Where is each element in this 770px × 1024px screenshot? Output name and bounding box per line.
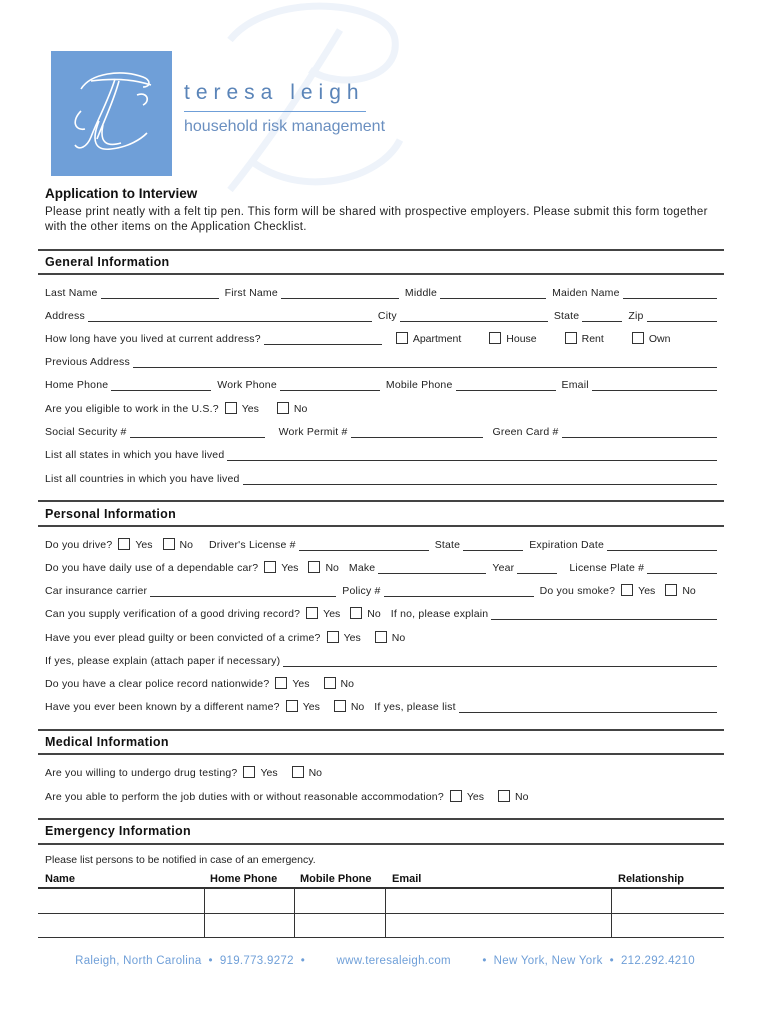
maiden-name-field[interactable] [623,288,717,299]
eligible-no-label: No [293,403,308,415]
house-checkbox[interactable] [489,332,501,344]
crime-no-checkbox[interactable] [375,631,387,643]
section-title-medical: Medical Information [45,735,169,749]
section-divider [38,525,724,527]
emergency-contacts-table [38,873,724,939]
previous-address-field[interactable] [133,357,717,368]
first-name-field[interactable] [281,288,399,299]
city-label: City [377,310,397,322]
city-field[interactable] [400,311,548,322]
different-name-row [45,699,717,713]
drug-yes-label: Yes [260,767,278,779]
first-name-label: First Name [224,287,278,299]
job-duties-label: Are you able to perform the job duties with or without reasonable accommodation? [45,791,444,803]
address-row [45,308,717,322]
driving-record-label: Can you supply verification of a good driving record? [45,608,301,620]
car-no-label: No [325,562,339,574]
alias-yes-label: Yes [302,701,320,713]
countries-row [45,471,717,485]
explain-row [45,653,717,667]
drive-no-label: No [179,539,193,551]
smoke-no-checkbox[interactable] [665,584,677,596]
email-label: Email [561,379,589,391]
if-yes-explain-label: If yes, please explain (attach paper if necessary) [45,655,281,667]
address-field[interactable] [88,311,372,322]
license-state-field[interactable] [463,540,523,551]
smoke-label: Do you smoke? [539,585,616,597]
home-phone-field[interactable] [111,380,211,391]
column-divider [204,889,205,913]
how-long-label: How long have you lived at current address? [45,333,261,345]
if-yes-list-field[interactable] [459,702,717,713]
apartment-checkbox[interactable] [396,332,408,344]
drug-no-checkbox[interactable] [292,766,304,778]
own-checkbox[interactable] [632,332,644,344]
record-yes-label: Yes [323,608,341,620]
police-no-label: No [340,678,354,690]
year-label: Year [492,562,515,574]
eligibility-row [45,401,717,415]
column-header-name: Name [45,873,75,885]
form-instructions: Please print neatly with a felt tip pen. This form will be shared with prospective employers. Please submit this form together with the other items on the Application Checklist. [45,206,708,233]
drug-yes-checkbox[interactable] [243,766,255,778]
crime-yes-checkbox[interactable] [327,631,339,643]
license-plate-field[interactable] [647,563,717,574]
drive-no-checkbox[interactable] [163,538,175,550]
footer-contact: Raleigh, North Carolina • 919.773.9272 • www.teresaleigh.com • New York, New York • 212.292.4210 [75,955,695,967]
column-divider [294,889,295,913]
car-yes-label: Yes [281,562,299,574]
work-permit-label: Work Permit # [278,426,348,438]
zip-label: Zip [628,310,644,322]
alias-no-label: No [350,701,365,713]
zip-field[interactable] [647,311,717,322]
brand-divider [184,111,366,112]
police-no-checkbox[interactable] [324,677,336,689]
home-phone-label: Home Phone [45,379,109,391]
duties-yes-checkbox[interactable] [450,790,462,802]
police-record-label: Do you have a clear police record nationwide? [45,678,270,690]
duties-no-label: No [515,791,529,803]
rent-checkbox[interactable] [565,332,577,344]
logo-monogram [51,51,172,176]
table-row[interactable] [38,889,724,913]
id-numbers-row [45,424,717,438]
police-record-row [45,676,717,690]
eligible-yes-checkbox[interactable] [225,402,237,414]
column-header-relationship: Relationship [618,873,685,885]
apartment-label: Apartment [412,333,462,345]
last-name-field[interactable] [101,288,219,299]
green-card-field[interactable] [562,427,717,438]
section-divider [38,729,724,731]
table-row-rule [38,937,724,938]
insurance-row [45,583,717,597]
drivers-license-field[interactable] [299,540,429,551]
driving-record-row [45,606,717,620]
email-field[interactable] [592,380,717,391]
crime-no-label: No [391,632,406,644]
year-field[interactable] [517,563,557,574]
if-no-label: If no, please explain [390,608,489,620]
duties-yes-label: Yes [466,791,485,803]
column-divider [204,914,205,938]
record-yes-checkbox[interactable] [306,607,318,619]
emergency-instruction: Please list persons to be notified in case of an emergency. [45,854,316,866]
plead-guilty-label: Have you ever plead guilty or been convicted of a crime? [45,632,321,644]
drug-testing-row [45,765,717,779]
eligible-label: Are you eligible to work in the U.S.? [45,403,219,415]
policy-label: Policy # [342,585,381,597]
job-duties-row [45,789,717,803]
alias-yes-checkbox[interactable] [286,700,298,712]
countries-lived-field[interactable] [243,474,717,485]
state-label: State [553,310,580,322]
if-no-field[interactable] [491,609,717,620]
drug-testing-label: Are you willing to undergo drug testing? [45,767,238,779]
police-yes-label: Yes [292,678,310,690]
alias-no-checkbox[interactable] [334,700,346,712]
section-divider [38,843,724,845]
last-name-label: Last Name [45,287,98,299]
if-yes-explain-field[interactable] [283,656,717,667]
middle-field[interactable] [440,288,546,299]
crime-row [45,630,717,644]
states-row [45,447,717,461]
record-no-label: No [367,608,381,620]
make-field[interactable] [378,563,486,574]
rent-label: Rent [581,333,604,345]
car-yes-checkbox[interactable] [264,561,276,573]
policy-field[interactable] [384,586,534,597]
work-phone-field[interactable] [280,380,380,391]
section-title-personal: Personal Information [45,507,177,521]
drive-row [45,537,717,551]
drive-label: Do you drive? [45,539,113,551]
license-plate-label: License Plate # [569,562,645,574]
how-long-field[interactable] [264,334,382,345]
license-state-label: State [434,539,461,551]
record-no-checkbox[interactable] [350,607,362,619]
expiration-label: Expiration Date [529,539,605,551]
work-permit-field[interactable] [351,427,483,438]
brand-tagline: household risk management [184,118,386,135]
smoke-yes-checkbox[interactable] [621,584,633,596]
section-divider [38,818,724,820]
expiration-field[interactable] [607,540,717,551]
column-divider [294,914,295,938]
work-phone-label: Work Phone [217,379,277,391]
mobile-phone-label: Mobile Phone [385,379,453,391]
police-yes-checkbox[interactable] [275,677,287,689]
column-divider [611,889,612,913]
previous-address-row [45,354,717,368]
different-name-label: Have you ever been known by a different name? [45,701,280,713]
house-label: House [506,333,537,345]
table-row[interactable] [38,914,724,938]
smoke-yes-label: Yes [638,585,656,597]
state-field[interactable] [582,311,622,322]
middle-label: Middle [404,287,438,299]
crime-yes-label: Yes [343,632,361,644]
drug-no-label: No [308,767,323,779]
column-header-mobile-phone: Mobile Phone [300,873,372,885]
eligible-yes-label: Yes [241,403,259,415]
column-header-home-phone: Home Phone [210,873,278,885]
name-row [45,285,717,299]
ssn-field[interactable] [130,427,265,438]
ssn-label: Social Security # [45,426,127,438]
if-yes-list-label: If yes, please list [374,701,456,713]
previous-address-label: Previous Address [45,356,130,368]
own-label: Own [648,333,671,345]
brand-name: teresa leigh [184,81,365,104]
section-divider [38,500,724,502]
car-row [45,560,717,574]
form-title: Application to Interview [45,186,198,201]
phone-row [45,377,717,391]
address-label: Address [45,310,85,322]
maiden-name-label: Maiden Name [552,287,620,299]
section-divider [38,753,724,755]
states-lived-field[interactable] [227,450,717,461]
section-title-general: General Information [45,255,170,269]
mobile-phone-field[interactable] [456,380,556,391]
drivers-license-label: Driver's License # [208,539,296,551]
residence-row [45,331,717,345]
column-divider [611,914,612,938]
eligible-no-checkbox[interactable] [277,402,289,414]
car-no-checkbox[interactable] [308,561,320,573]
column-divider [385,914,386,938]
countries-lived-label: List all countries in which you have lived [45,473,240,485]
column-divider [385,889,386,913]
drive-yes-label: Yes [135,539,153,551]
dependable-car-label: Do you have daily use of a dependable car? [45,562,259,574]
smoke-no-label: No [682,585,696,597]
states-lived-label: List all states in which you have lived [45,449,225,461]
make-label: Make [348,562,376,574]
drive-yes-checkbox[interactable] [118,538,130,550]
duties-no-checkbox[interactable] [498,790,510,802]
insurance-label: Car insurance carrier [45,585,148,597]
section-title-emergency: Emergency Information [45,824,191,838]
column-header-email: Email [392,873,422,885]
insurance-field[interactable] [150,586,336,597]
section-divider [38,249,724,251]
section-divider [38,273,724,275]
green-card-label: Green Card # [492,426,559,438]
